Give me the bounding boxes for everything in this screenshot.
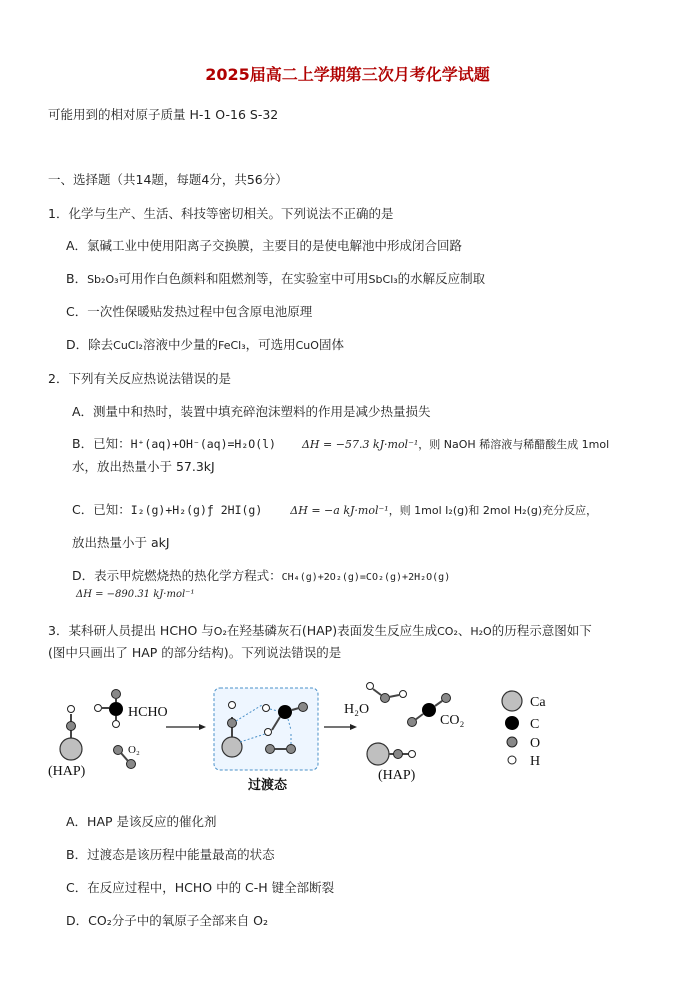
o-atom (67, 722, 76, 731)
o-atom (112, 690, 121, 699)
q1-d-formula1: CuCl₂ (113, 339, 143, 352)
q1-option-d (66, 335, 344, 353)
q2-b-equation: H⁺(aq)+OH⁻(aq)=H₂O(l) (130, 437, 276, 451)
o-atom (394, 750, 403, 759)
legend-h-label: H (530, 754, 541, 769)
h-atom (95, 705, 102, 712)
q2-b-post: ，则 NaOH 稀溶液与稀醋酸生成 1mol (418, 438, 610, 451)
h-atom (265, 729, 272, 736)
q2-d-enthalpy: ΔH = −890.31 kJ·mol⁻¹ (76, 589, 195, 600)
o2-label: O₂ (128, 744, 140, 756)
h-atom (229, 702, 236, 709)
reaction-mechanism-diagram (0, 672, 695, 802)
h-atom (68, 706, 75, 713)
q1-d-pre: D．除去 (66, 337, 114, 352)
hcho-label: HCHO (128, 705, 168, 720)
arrow-1-head (199, 724, 206, 730)
q2-c-post: ，则 1mol I₂(g)和 2mol H₂(g)充分反应， (388, 504, 598, 517)
legend-ca-swatch (502, 691, 522, 711)
h2o-label: H₂O (344, 702, 370, 717)
q3-stem-a: 3．某科研人员提出 HCHO 与 (48, 623, 214, 638)
q1-stem: 1．化学与生产、生活、科技等密切相关。下列说法不正确的是 (48, 206, 394, 221)
q2-b-enthalpy: ΔH = −57.3 kJ·mol⁻¹ (301, 438, 419, 451)
q3-option-c: C．在反应过程中，HCHO 中的 C-H 键全部断裂 (66, 880, 335, 895)
o-atom (266, 745, 275, 754)
legend-o-swatch (507, 737, 517, 747)
q2-d-equation: CH₄(g)+2O₂(g)=CO₂(g)+2H₂O(g) (281, 572, 451, 583)
o-atom (228, 719, 237, 728)
arrow-2-head (350, 724, 357, 730)
q1-b-formula2: SbCl₃ (368, 273, 398, 286)
q2-b-line2: 水，放出热量小于 57.3kJ (72, 459, 215, 474)
ca-atom (222, 737, 242, 757)
hap-left-label: (HAP) (48, 764, 86, 779)
q1-d-post: 固体 (318, 337, 344, 352)
q2-b-pre: B．已知： (72, 436, 131, 451)
q2-c-pre: C．已知： (72, 502, 131, 517)
co2-label: CO₂ (440, 713, 465, 728)
q2-option-a: A．测量中和热时，装置中填充碎泡沫塑料的作用是减少热量损失 (72, 404, 431, 419)
q2-stem: 2．下列有关反应热说法错误的是 (48, 371, 231, 386)
legend-o-label: O (530, 736, 541, 751)
q1-d-formula3: CuO (295, 339, 319, 352)
legend-h-swatch (508, 756, 516, 764)
q1-option-c: C．一次性保暖贴发热过程中包含原电池原理 (66, 304, 313, 319)
legend-ca-label: Ca (530, 695, 546, 710)
q1-b-formula1: Sb₂O₃ (87, 273, 119, 286)
q1-b-post: 的水解反应制取 (397, 271, 486, 286)
section-heading: 一、选择题（共14题，每题4分，共56分） (48, 172, 288, 187)
c-atom (278, 705, 292, 719)
q1-b-pre: B． (66, 271, 88, 286)
q2-c-enthalpy: ΔH = −a kJ·mol⁻¹ (290, 504, 389, 517)
legend-c-swatch (505, 716, 519, 730)
page-title: 2025届高二上学期第三次月考化学试题 (205, 65, 490, 84)
c-atom (109, 702, 123, 716)
o-atom (299, 703, 308, 712)
q3-stem-line1 (48, 621, 592, 639)
q3-stem-formula3: H₂O (470, 625, 492, 638)
h-atom (367, 683, 374, 690)
legend-c-label: C (530, 717, 540, 732)
q3-stem-formula2: CO₂ (437, 625, 458, 638)
products-group (344, 683, 464, 784)
q3-stem-formula1: O₂ (213, 625, 227, 638)
q3-option-b: B．过渡态是该历程中能量最高的状态 (66, 847, 275, 862)
q1-b-mid: 可用作白色颜料和阻燃剂等，在实验室中可用 (118, 271, 369, 286)
q3-option-d: D．CO₂分子中的氧原子全部来自 O₂ (66, 913, 269, 928)
q3-stem-b: 在羟基磷灰石(HAP)表面发生反应生成 (226, 623, 438, 638)
atomic-masses: 可能用到的相对原子质量 H-1 O-16 S-32 (48, 107, 279, 122)
q2-c-equation: I₂(g)+H₂(g)ƒ 2HI(g) (130, 503, 263, 517)
ca-atom (60, 738, 82, 760)
c-atom (422, 703, 436, 717)
q2-option-b (72, 434, 609, 452)
q2-d-pre: D．表示甲烷燃烧热的热化学方程式： (72, 568, 282, 583)
h-atom (113, 721, 120, 728)
q1-option-a: A．氯碱工业中使用阳离子交换膜，主要目的是使电解池中形成闭合回路 (66, 238, 463, 253)
ca-atom (367, 743, 389, 765)
h-atom (400, 691, 407, 698)
transition-state-label: 过渡态 (248, 778, 288, 793)
q1-d-formula2: FeCl₃ (217, 339, 246, 352)
q1-d-mid: 溶液中少量的 (142, 337, 218, 352)
q3-stem-d: 的历程示意图如下 (491, 623, 592, 638)
q2-option-d (72, 566, 450, 584)
legend (502, 691, 546, 769)
o-atom (381, 694, 390, 703)
q1-d-mid2: ，可选用 (245, 337, 296, 352)
h-atom (263, 705, 270, 712)
o-atom (287, 745, 296, 754)
q3-stem-c: 、 (457, 623, 471, 638)
o-atom (442, 694, 451, 703)
hap-right-label: (HAP) (378, 768, 416, 783)
q3-option-a: A．HAP 是该反应的催化剂 (66, 814, 217, 829)
q2-c-line2: 放出热量小于 akJ (72, 535, 170, 550)
q1-option-b (66, 269, 485, 287)
reactants-group (48, 690, 168, 780)
h-atom (409, 751, 416, 758)
q3-stem-line2: (图中只画出了 HAP 的部分结构)。下列说法错误的是 (48, 645, 342, 660)
q2-option-c (72, 500, 597, 518)
